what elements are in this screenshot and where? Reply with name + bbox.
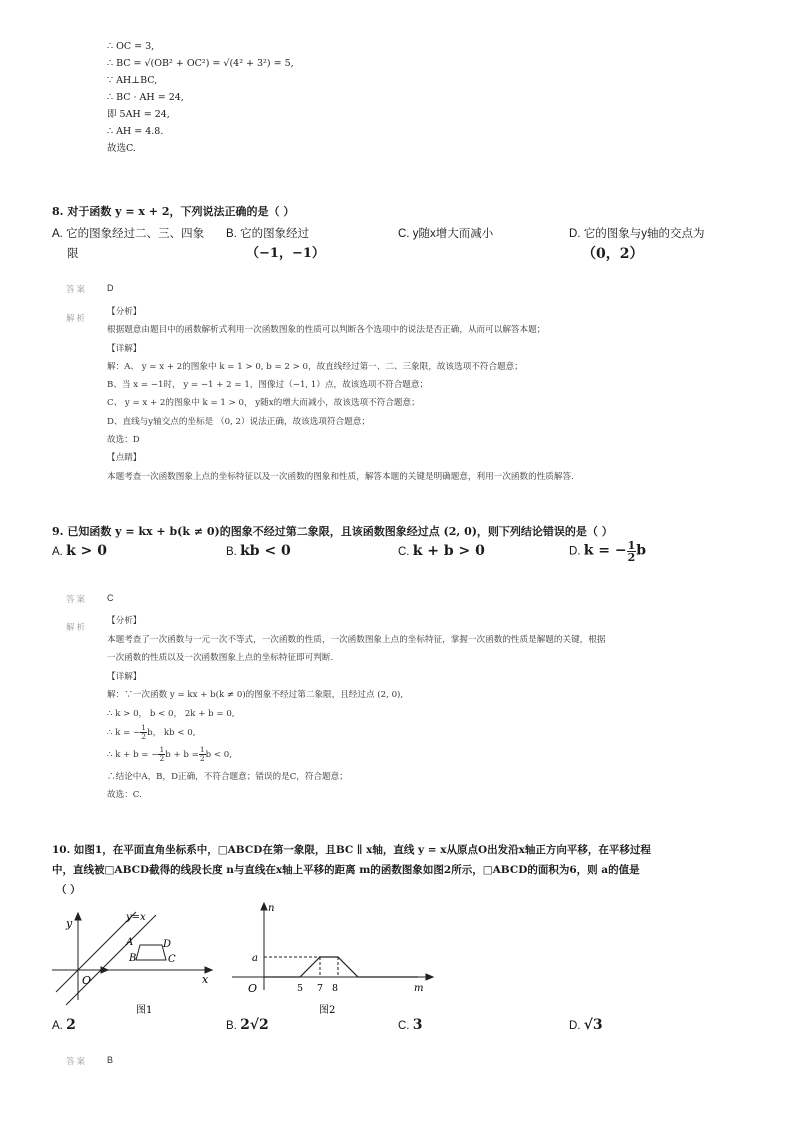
q8-analysis-label: 解析 (66, 313, 88, 323)
q8-option-a[interactable] (52, 225, 204, 241)
analysis-line: 本题考查一次函数图象上点的坐标特征以及一次函数的图象和性质，解答本题的关键是明确题意，利用一次函数的性质解答. (107, 471, 574, 482)
move-arrow-head (101, 967, 108, 973)
q9-option-c[interactable] (398, 543, 485, 559)
option-text: kb < 0 (240, 543, 291, 559)
option-letter: C. (398, 546, 410, 558)
option-letter: C. (398, 1020, 410, 1032)
fig2-caption: 图2 (319, 1005, 336, 1016)
analysis-line: 【点睛】 (107, 453, 142, 464)
m-axis-arrow (426, 974, 433, 980)
option-text: 它的图象经过二、三、四象 (66, 228, 205, 240)
fig1-c-label: C (168, 954, 176, 965)
q8-option-c[interactable] (398, 225, 493, 241)
fig1-d-label: D (163, 939, 172, 950)
prev-line: 故选C. (107, 143, 136, 154)
prev-line: ∴ AH = 4.8. (107, 126, 164, 137)
figure-1 (52, 905, 222, 1020)
option-text: y随x增大而减小 (412, 228, 494, 240)
analysis-line: 解：A、 y = x + 2的图象中 k = 1 > 0, b = 2 > 0，故直线经过第一、二、三象限，故该选项不符合题意； (107, 361, 523, 372)
analysis-line: 本题考查了一次函数与一元一次不等式，一次函数的性质，一次函数图象上点的坐标特征，掌握一次函数的性质是解题的关键，根据 (107, 634, 606, 645)
fraction: $\frac{1}{2}$ (141, 723, 147, 741)
analysis-line: ∴ k > 0， b < 0， 2k + b = 0, (107, 708, 235, 719)
prev-line: ∴ OC = 3, (107, 41, 155, 52)
option-text: 它的图象经过 (240, 228, 310, 240)
graph-n-of-m (264, 957, 418, 977)
option-text: k > 0 (66, 543, 107, 559)
fig2-tick-8: 8 (332, 983, 339, 994)
prev-solution (107, 38, 294, 157)
q10-option-c[interactable] (398, 1017, 422, 1033)
option-text: k = − (583, 542, 627, 559)
option-text: 它的图象与y轴的交点为 (583, 228, 705, 240)
analysis-line: D、直线与y轴交点的坐标是 （0, 2）说法正确，故该选项符合题意； (107, 416, 370, 427)
fig2-tick-5: 5 (297, 983, 304, 994)
prev-line: ∴ BC = √(OB² + OC²) = √(4² + 3²) = 5, (107, 58, 294, 69)
q10-option-a[interactable] (52, 1017, 76, 1033)
option-letter: D. (569, 228, 581, 240)
fig1-line-label: y=x (126, 912, 146, 923)
option-text: k + b > 0 (412, 543, 485, 559)
option-text: 2√2 (240, 1017, 269, 1033)
q9-option-b[interactable] (226, 543, 291, 559)
fig2-tick-7: 7 (317, 983, 324, 994)
figure-2 (228, 895, 438, 1020)
y-axis-arrow (75, 913, 81, 920)
q10-stem-line1: 10. 如图1，在平面直角坐标系中，□ABCD在第一象限，且BC ∥ x轴，直线 y = x从原点O出发沿x轴正方向平移，在平移过程 (52, 844, 651, 856)
q10-stem-line2: 中，直线被□ABCD截得的线段长度 n与直线在x轴上平移的距离 m的函数图象如图2所示，□ABCD的面积为6，则 a的值是 (52, 864, 640, 876)
option-letter: A. (52, 546, 63, 558)
fig1-origin: O (82, 974, 92, 987)
q10-option-d[interactable] (569, 1017, 603, 1033)
q9-option-d[interactable]: D. k = − $\frac{1}{2}$ b (569, 539, 647, 564)
option-letter: C. (398, 228, 410, 240)
parallelogram-abcd (136, 945, 166, 960)
q10-answer-label: 答案 (66, 1056, 88, 1066)
prev-line: ∴ BC · AH = 24, (107, 92, 184, 103)
q8-answer-label: 答案 (66, 284, 88, 294)
q10-option-b[interactable] (226, 1017, 269, 1033)
fig1-caption: 图1 (136, 1005, 153, 1016)
analysis-line: 【分析】 (107, 307, 142, 317)
analysis-line: 故选：D (107, 435, 140, 446)
option-letter: A. (52, 228, 63, 240)
fraction: $\frac{1}{2}$ (159, 745, 165, 763)
option-letter: D. (569, 545, 581, 558)
q8-option-d[interactable] (569, 225, 704, 241)
fig2-n-label: n (268, 903, 275, 914)
q9-answer-value: C (107, 593, 114, 603)
q8-option-b[interactable] (226, 225, 309, 241)
q9-answer-label: 答案 (66, 594, 88, 604)
analysis-line: 解：∵一次函数 y = kx + b(k ≠ 0)的图象不经过第二象限，且经过点 (2, 0), (107, 690, 404, 701)
analysis-line: C、 y = x + 2的图象中 k = 1 > 0， y随x的增大而减小，故该选项不符合题意； (107, 398, 420, 409)
q8-analysis (107, 303, 574, 486)
q10-answer-value: B (107, 1055, 114, 1065)
analysis-line: 根据题意由题目中的函数解析式利用一次函数图象的性质可以判断各个选项中的说法是否正确，从而可以解答本题； (107, 325, 546, 336)
fig1-a-label: A (126, 937, 134, 948)
option-letter: B. (226, 228, 237, 240)
fig1-b-label: B (129, 953, 137, 964)
fraction: $\frac{1}{2}$ (199, 745, 205, 763)
fig1-y-label: y (66, 917, 73, 930)
q9-stem: 9. 已知函数 y = kx + b(k ≠ 0)的图象不经过第二象限，且该函数图象经过点 (2, 0)，则下列结论错误的是（ ） (52, 525, 613, 538)
analysis-line: 故选：C. (107, 790, 142, 801)
analysis-line: ∴结论中A，B，D正确，不符合题意；错误的是C，符合题意； (107, 771, 348, 782)
prev-line: 即 5AH = 24, (107, 109, 170, 120)
analysis-line: ∴ k = − $\frac{1}{2}$ b， kb < 0, (107, 723, 196, 741)
q8-option-d-point: （0，2） (582, 246, 644, 262)
q8-option-b-point: （−1，−1） (246, 246, 325, 261)
option-text: √3 (583, 1017, 603, 1033)
fig2-a-label: a (252, 953, 258, 964)
prev-line: ∵ AH⊥BC, (107, 75, 158, 86)
analysis-line: 一次函数的性质以及一次函数图象上点的坐标特征即可判断. (107, 653, 334, 664)
fig2-m-label: m (414, 983, 424, 994)
fraction: $\frac{1}{2}$ (627, 539, 636, 564)
analysis-line: 【详解】 (107, 343, 142, 354)
q10-stem-line3: （ ） (56, 884, 81, 896)
option-letter: D. (569, 1020, 581, 1032)
analysis-line: B、当 x = −1时， y = −1 + 2 = 1，图像过（−1, 1）点，故该选项不符合题意； (107, 380, 429, 391)
q9-analysis-label: 解析 (66, 622, 88, 632)
analysis-line: ∴ k + b = − $\frac{1}{2}$ b + b = $\frac{1}{2}$ b < 0, (107, 745, 232, 763)
q8-stem: 8. 对于函数 y = x + 2，下列说法正确的是（ ） (52, 205, 295, 218)
option-letter: B. (226, 546, 237, 558)
analysis-line: 【分析】 (107, 616, 142, 626)
option-text: 3 (412, 1017, 423, 1033)
option-letter: A. (52, 1020, 63, 1032)
q8-option-a-cont: 限 (67, 248, 79, 260)
fig1-x-label: x (202, 973, 209, 986)
n-axis-arrow (261, 903, 267, 910)
analysis-line: 【详解】 (107, 671, 142, 682)
option-letter: B. (226, 1020, 237, 1032)
option-text: 2 (66, 1017, 76, 1033)
q9-option-a[interactable] (52, 543, 107, 559)
q9-analysis (107, 612, 605, 805)
fig2-origin: O (248, 982, 258, 995)
q8-answer-value: D (107, 283, 114, 293)
